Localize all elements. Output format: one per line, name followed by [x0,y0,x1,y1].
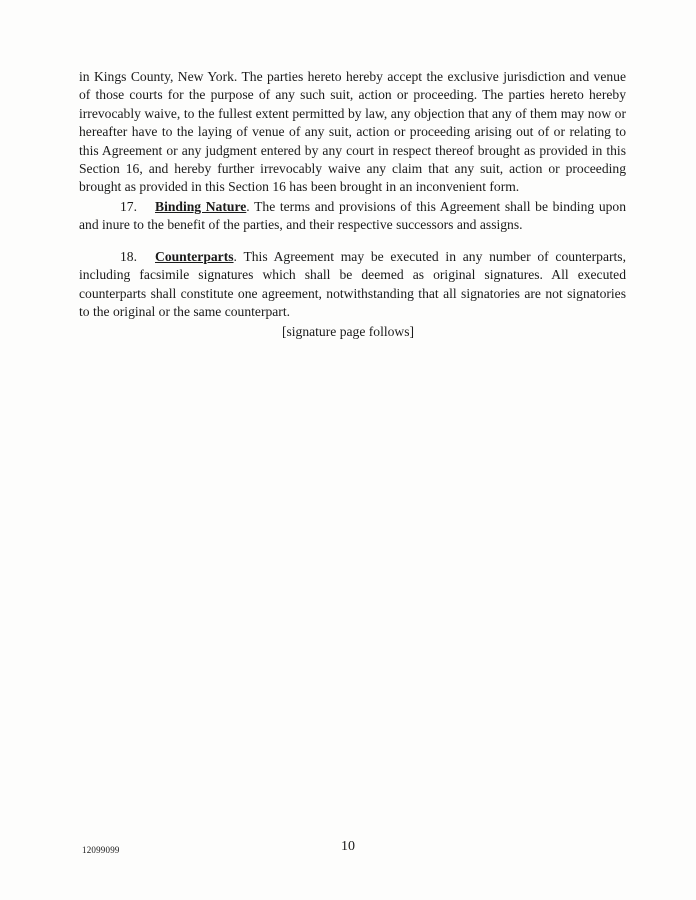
paragraph-section-16-continuation: in Kings County, New York. The parties hereto hereby accept the exclusive jurisdiction and venue of those courts for the purpose of any such suit, action or proceeding. The parties hereto hereby irrevocably waive, to the fullest extent permitted by law, any objection that any of them may now or hereafter have to the laying of venue of any suit, action or proceeding arising out of or relating to this Agreement or any judgment entered by any court in respect thereof brought as provided in this Section 16, and hereby further irrevocably waive any claim that any suit, action or proceeding brought as provided in this Section 16 has been brought in an inconvenient form. [79,69,626,195]
document-id: 12099099 [82,845,120,855]
section-18-heading: Counterparts [155,249,234,264]
section-18-number: 18. [120,249,137,264]
section-17-heading: Binding Nature [155,199,247,214]
paragraph-section-17 [79,198,626,235]
section-17-heading-punct: . [246,199,250,214]
page-number: 10 [341,839,355,854]
section-17-text: The terms and provisions of this Agreement shall be binding upon and inure to the benefit of the parties, and their respective successors and assigns. [79,199,627,233]
section-17-number: 17. [120,199,137,214]
section-18-text: This Agreement may be executed in any number of counterparts, including facsimile signatures which shall be deemed as original signatures. All executed counterparts shall constitute one agreement, notwithstanding that all signatories are not signatories to the original or the same counterpart. [79,249,626,320]
signature-page-note: [signature page follows] [281,324,415,339]
section-18-heading-punct: . [233,249,237,264]
paragraph-section-18 [79,248,626,322]
